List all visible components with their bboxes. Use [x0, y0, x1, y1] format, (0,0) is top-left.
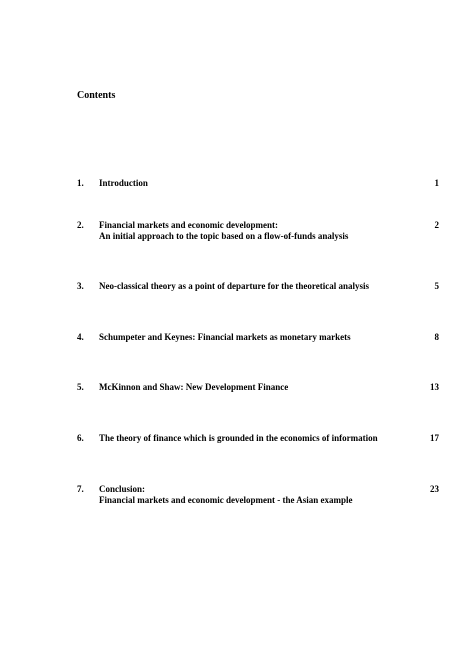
toc-entry-page: 5: [434, 281, 439, 291]
toc-entry-page: 23: [430, 484, 439, 494]
toc-entry-title-line: An initial approach to the topic based on a flow-of-funds analysis: [99, 231, 349, 241]
toc-entry-number: 5.: [77, 382, 84, 392]
toc-entry-number: 1.: [77, 178, 84, 188]
toc-entry-title-line: Conclusion:: [99, 484, 146, 494]
toc-entry-page: 1: [434, 178, 439, 188]
toc-entry-page: 17: [430, 433, 439, 443]
toc-entry-title-line: Schumpeter and Keynes: Financial markets as monetary markets: [99, 332, 351, 342]
toc-entry-title: [99, 332, 409, 343]
toc-entry-page: 13: [430, 382, 439, 392]
toc-entry-title: [99, 178, 409, 189]
toc-entry-title-line: Neo-classical theory as a point of departure for the theoretical analysis: [99, 281, 369, 291]
toc-entry-number: 4.: [77, 332, 84, 342]
contents-heading: Contents: [77, 90, 116, 101]
toc-entry-title-line: The theory of finance which is grounded in the economics of information: [99, 433, 378, 443]
toc-entry-number: 3.: [77, 281, 84, 291]
toc-entry-page: 8: [434, 332, 439, 342]
toc-entry-title: [99, 433, 409, 444]
toc-entry-page: 2: [434, 220, 439, 230]
toc-entry-title-line: McKinnon and Shaw: New Development Finance: [99, 382, 289, 392]
toc-entry-title: [99, 220, 409, 242]
toc-entry-title-line: Financial markets and economic development:: [99, 220, 278, 230]
toc-entry-title-line: Introduction: [99, 178, 148, 188]
toc-entry-title: [99, 382, 409, 393]
toc-entry-number: 7.: [77, 484, 84, 494]
toc-entry-title-line: Financial markets and economic development - the Asian example: [99, 495, 353, 505]
toc-entry-number: 6.: [77, 433, 84, 443]
toc-entry-title: [99, 484, 409, 506]
toc-entry-title: [99, 281, 409, 292]
toc-entry-number: 2.: [77, 220, 84, 230]
